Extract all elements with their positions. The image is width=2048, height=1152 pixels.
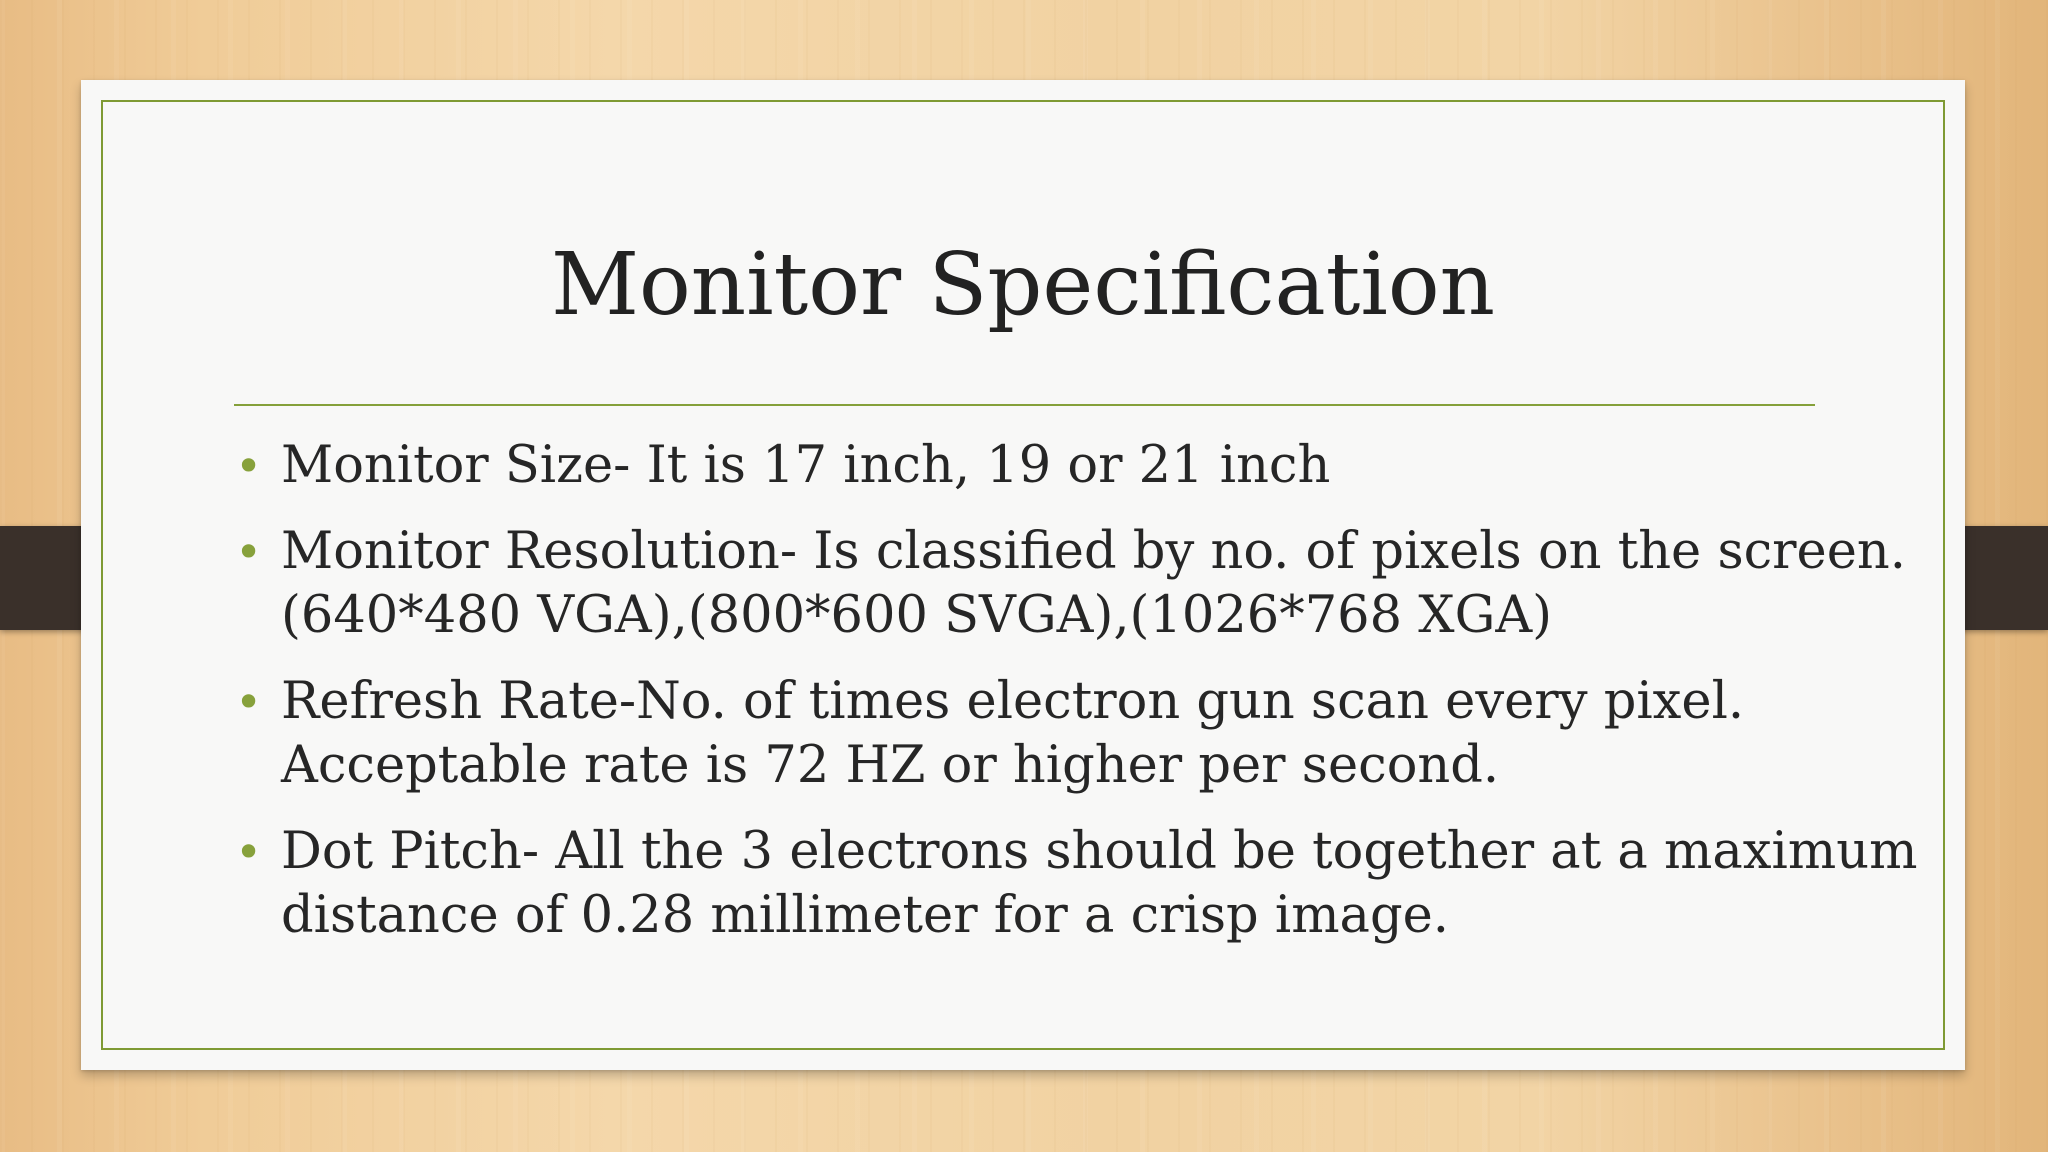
bullet-dot-icon: •	[235, 525, 263, 579]
slide-card	[81, 80, 1965, 1070]
bullet-text-line: Monitor Resolution- Is classified by no. of pixels on the screen.	[281, 522, 1906, 581]
bullet-text-line: Monitor Size- It is 17 inch, 19 or 21 inch	[281, 436, 1331, 495]
bullet-item-refresh-rate	[235, 670, 1821, 798]
bullet-text-line: (640*480 VGA),(800*600 SVGA),(1026*768 XGA)	[281, 586, 1553, 645]
bullet-item-dot-pitch	[235, 820, 1918, 948]
bullet-text-line: Dot Pitch- All the 3 electrons should be together at a maximum	[281, 822, 1918, 881]
bullet-dot-icon: •	[235, 439, 263, 493]
bullet-dot-icon: •	[235, 675, 263, 729]
bullet-text-line: distance of 0.28 millimeter for a crisp image.	[281, 886, 1449, 945]
bullet-text-line: Acceptable rate is 72 HZ or higher per second.	[281, 736, 1500, 795]
bullet-text-line: Refresh Rate-No. of times electron gun scan every pixel.	[281, 672, 1745, 731]
bullet-list	[235, 434, 1918, 970]
bullet-dot-icon: •	[235, 825, 263, 879]
bullet-item-monitor-size	[235, 434, 1821, 498]
slide-title: Monitor Specification	[550, 235, 1496, 335]
title-divider	[234, 404, 1815, 406]
bullet-item-monitor-resolution	[235, 520, 1906, 648]
